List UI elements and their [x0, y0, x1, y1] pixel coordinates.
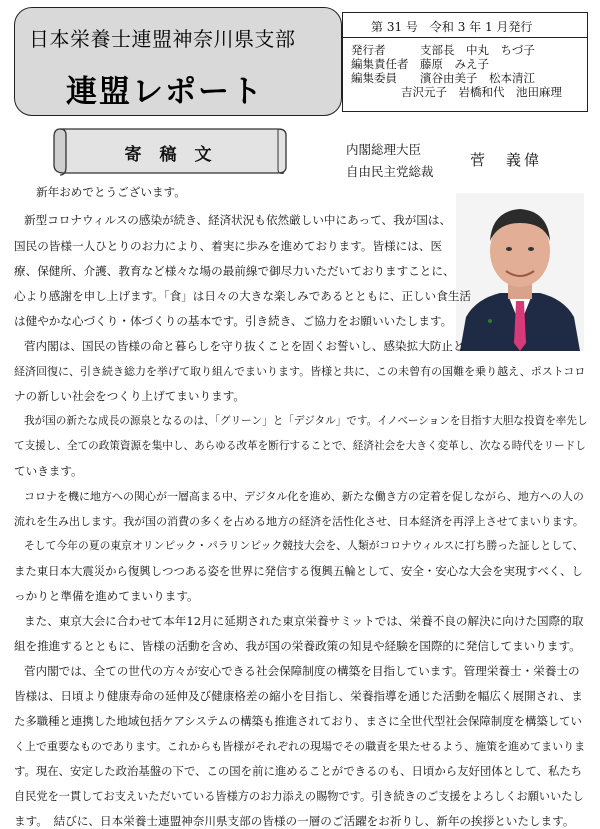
body-line: 菅内閣では、全ての世代の方々が安心できる社会保障制度の構築を目指しています。管理栄養士・栄養士の [24, 664, 580, 678]
body-line: 国民の皆様一人ひとりのお力により、着実に歩みを進めております。皆様には、医 [14, 239, 443, 253]
body-line: 経済回復に、引き続き総力を挙げて取り組んでまいります。皆様と共に、この未曾有の国難を乗り越え、ポストコロ [14, 365, 586, 378]
author-title-president: 自由民主党総裁 [346, 164, 434, 179]
body-line: っかりと準備を進めてまいります。 [14, 589, 199, 603]
body-line: 新年おめでとうございます。 [36, 185, 186, 199]
section-label: 寄稿文 [124, 145, 230, 165]
body-line: 我が国の新たな成長の源泉となるのは、「グリーン」と「デジタル」です。イノベーションを目指す大胆な投資を率先し [24, 415, 588, 427]
issue-info-box [342, 12, 588, 112]
body-line: す。現在、安定した政治基盤の下で、この国を前に進めることができるのも、日頃から友好団体として、私たち [14, 764, 583, 778]
body-line: 組を推進するとともに、皆様の活動を含め、我が国の栄養政策の知見や経験を国際的に発信してまいります。 [14, 639, 581, 653]
body-line: また東日本大震災から復興しつつある姿を世界に発信する復興五輪として、安全・安心な大会を実現すべく、し [14, 564, 583, 578]
body-line: 皆様は、日頃より健康寿命の延伸及び健康格差の縮小を目指し、栄養指導を通じた活動を幅広く展開され、ま [14, 689, 583, 703]
body-line: た多職種と連携した地域包括ケアシステムの構築も推進されており、まさに全世代型社会保障制度を構築してい [14, 714, 582, 728]
body-line: て支援し、全ての政策資源を集中し、あらゆる改革を断行することで、経済社会を大きく変革し、次なる時代をリードし [14, 440, 586, 452]
body-line: コロナを機に地方への関心が一層高まる中、デジタル化を進め、新たな働き方の定着を促しながら、地方への人の [24, 490, 584, 503]
body-line: また、東京大会に合わせて本年12月に延期された東京栄養サミットでは、栄養不良の解決に向けた国際的取 [24, 614, 584, 628]
body-line: ナの新しい社会をつくり上げてまいります。 [14, 389, 245, 403]
body-line: は健やかな心づくり・体づくりの基本です。引き続き、ご協力をお願いいたします。 [14, 314, 453, 328]
author-portrait [456, 193, 584, 351]
body-line: そして今年の夏の東京オリンピック・パラリンピック競技大会を、人類がコロナウィルスに打ち勝った証しとして、 [24, 539, 584, 552]
divider [343, 37, 587, 38]
author-name: 菅 義偉 [470, 151, 543, 169]
staff-editor-in-chief: 編集責任者 藤原 みえ子 [351, 57, 489, 71]
body-line: 心より感謝を申し上げます。「食」は日々の大きな楽しみであるとともに、正しい食生活 [14, 289, 472, 303]
staff-editors-cont: 吉沢元子 岩橋和代 池田麻理 [401, 85, 562, 99]
body-line: ます。 結びに、日本栄養士連盟神奈川県支部の皆様の一層のご活躍をお祈りし、新年の挨拶といたします。 [14, 814, 575, 828]
staff-publisher: 発行者 支部長 中丸 ちづ子 [351, 43, 535, 57]
report-title: 連盟レポート [66, 74, 264, 110]
org-name: 日本栄養士連盟神奈川県支部 [29, 27, 296, 51]
author-title-pm: 内閣総理大臣 [346, 142, 422, 157]
body-line: 菅内閣は、国民の皆様の命と暮らしを守り抜くことを固くお誓いし、感染拡大防止と [24, 339, 465, 353]
body-line: く上で重要なものであります。これからも皆様がそれぞれの現場でその職責を果たせるよう、施策を進めてまいりま [14, 740, 586, 753]
section-scroll-banner [50, 123, 290, 179]
issue-number: 第 31 号 令和 3 年 1 月発行 [371, 20, 533, 34]
staff-editors: 編集委員 濱谷由美子 松本清江 [351, 71, 535, 85]
body-line: 流れを生み出します。我が国の消費の多くを占める地方の経済を活性化させ、日本経済を再浮上させてまいります。 [14, 515, 584, 528]
body-line: 療、保健所、介護、教育など様々な場の最前線で御尽力いただいておりますことに、 [14, 264, 455, 278]
body-line: 新型コロナウィルスの感染が続き、経済状況も依然厳しい中にあって、我が国は、 [24, 213, 452, 227]
body-line: 自民党を一貫してお支えいただいている皆様方のお力添えの賜物です。引き続きのご支援をよろしくお願いいたし [14, 790, 584, 803]
body-line: ていきます。 [14, 464, 83, 478]
